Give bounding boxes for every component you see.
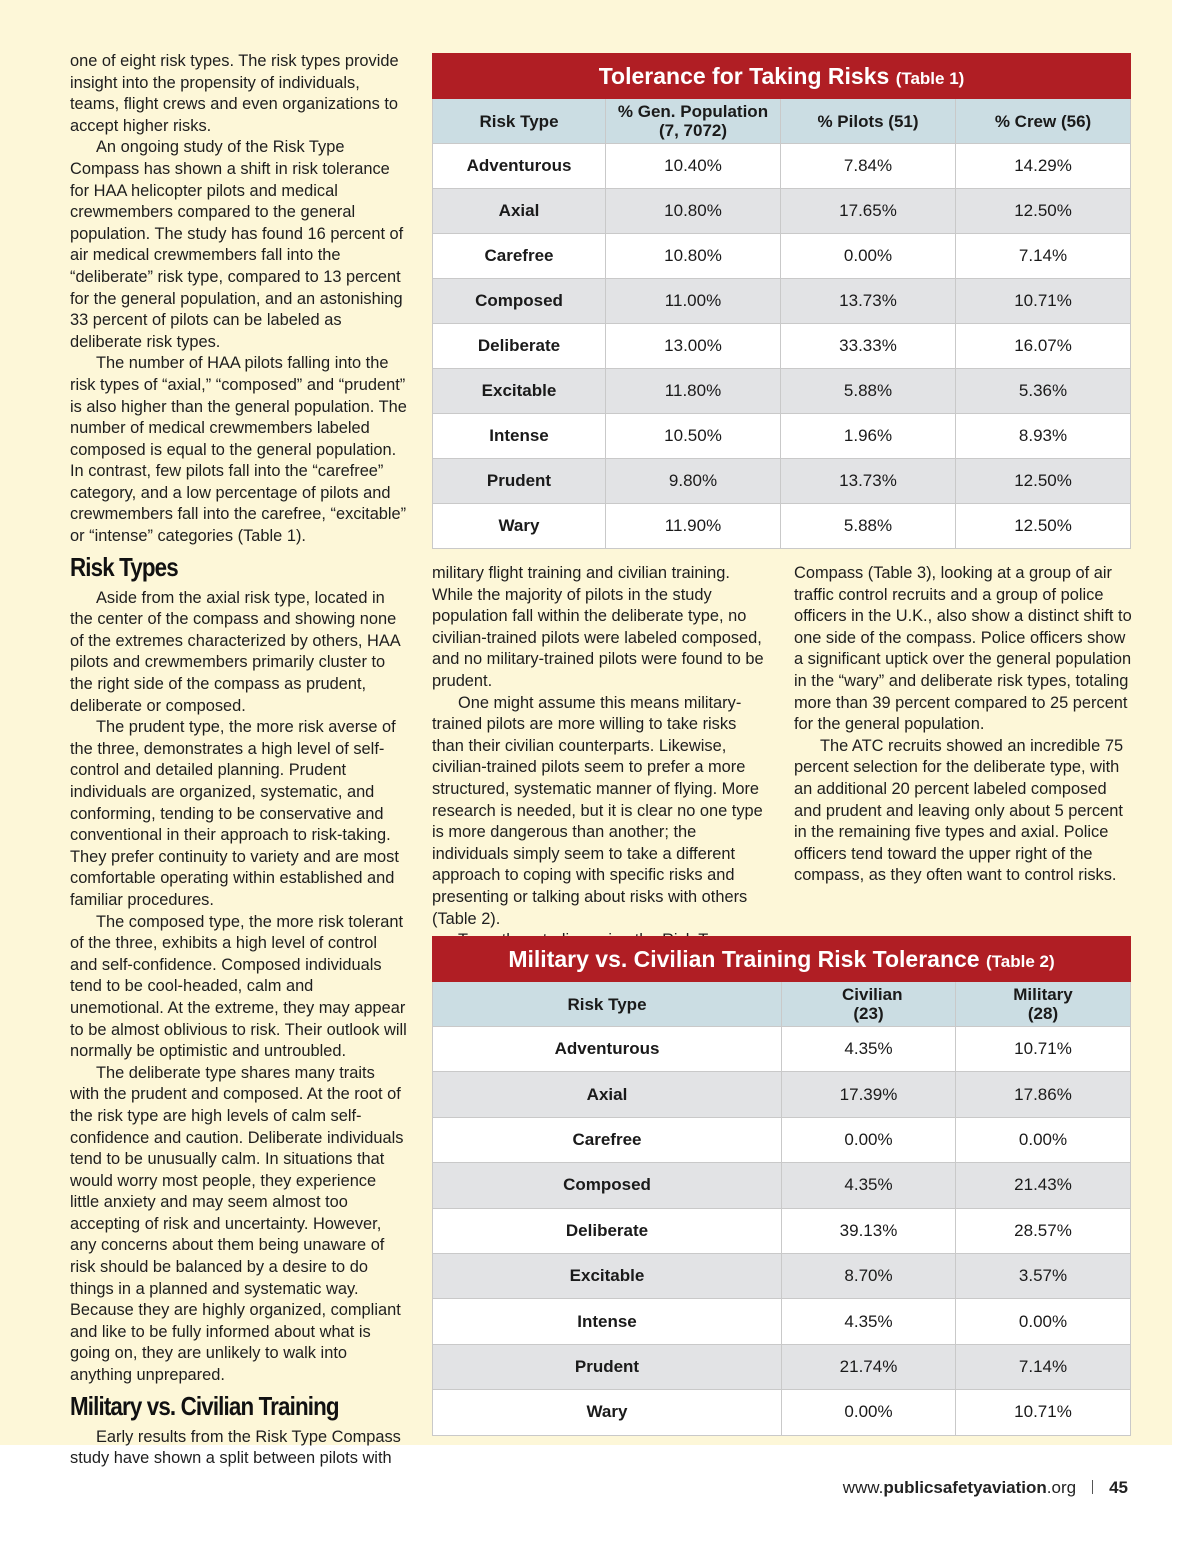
table-cell: 8.70% (782, 1253, 956, 1298)
table-cell: 10.80% (606, 234, 781, 279)
page-footer (843, 1478, 1128, 1498)
risk-tolerance-table (432, 53, 1131, 549)
paragraph: Early results from the Risk Type Compass study have shown a split between pilots with (70, 1427, 401, 1468)
table-cell: 4.35% (782, 1299, 956, 1344)
table-cell: 12.50% (956, 459, 1131, 504)
risk-type-cell: Wary (433, 504, 606, 549)
table-cell: 4.35% (782, 1027, 956, 1072)
table-title-text: Military vs. Civilian Training Risk Tolerance (508, 945, 980, 972)
table-cell: 5.36% (956, 369, 1131, 414)
table-row (433, 144, 1131, 189)
table-cell: 13.73% (781, 279, 956, 324)
risk-type-cell: Intense (433, 1299, 782, 1344)
column-header: % Pilots (51) (781, 99, 956, 144)
table-title (433, 54, 1131, 99)
table-cell: 13.73% (781, 459, 956, 504)
table-cell: 7.14% (956, 234, 1131, 279)
table-row (433, 1390, 1131, 1435)
table-row (433, 1117, 1131, 1162)
section-heading-military: Military vs. Civilian Training (70, 1390, 339, 1421)
paragraph: The prudent type, the more risk averse of the three, demonstrates a high level of self-control and detailed planning. Prudent individuals are organized, systematic, and conforming, tending to be conservative and conventional in their approach to risk-taking. They prefer continuity to variety and are most comfortable operating within established and familiar procedures. (70, 718, 399, 909)
column-header: Military (28) (956, 982, 1131, 1027)
table-cell: 0.00% (782, 1117, 956, 1162)
paragraph: Aside from the axial risk type, located in the center of the compass and showing none of the extremes characterized by others, HAA pilots and crewmembers primarily cluster to the right side of the compass as prudent, deliberate or composed. (70, 588, 400, 715)
table-cell: 21.43% (956, 1163, 1131, 1208)
risk-type-cell: Deliberate (433, 1208, 782, 1253)
paragraph: The composed type, the more risk tolerant of the three, exhibits a high level of control and self-confidence. Composed individuals tend to be cool-headed, calm and unemotional. At the extreme, they may appear to be almost oblivious to risk. Their outlook will normally be optimistic and untroubled. (70, 912, 407, 1061)
table-cell: 14.29% (956, 144, 1131, 189)
table-cell: 0.00% (781, 234, 956, 279)
table-row (433, 1208, 1131, 1253)
url-prefix: www. (842, 1478, 884, 1497)
table-row (433, 189, 1131, 234)
column-header: Risk Type (433, 99, 606, 144)
table-cell: 10.80% (606, 189, 781, 234)
url-domain: publicsafetyaviation (883, 1478, 1047, 1497)
section-heading-risk-types: Risk Types (70, 551, 178, 582)
table-cell: 21.74% (782, 1344, 956, 1389)
table-row (433, 504, 1131, 549)
risk-type-cell: Excitable (433, 369, 606, 414)
middle-column (432, 563, 770, 952)
table-title (433, 937, 1131, 982)
table-row (433, 1072, 1131, 1117)
risk-type-cell: Adventurous (433, 1027, 782, 1072)
table-row (433, 1027, 1131, 1072)
table-cell: 9.80% (606, 459, 781, 504)
table-cell: 17.39% (782, 1072, 956, 1117)
table-row (433, 324, 1131, 369)
paragraph: military flight training and civilian training. While the majority of pilots in the study population fall within the deliberate type, no civilian-trained pilots were labeled composed, and no military-trained pilots were found to be prudent. (432, 564, 764, 690)
table-label: (Table 1) (895, 68, 965, 88)
table-cell: 4.35% (782, 1163, 956, 1208)
table-cell: 10.50% (606, 414, 781, 459)
table-row (433, 1344, 1131, 1389)
table-cell: 0.00% (956, 1299, 1131, 1344)
table-row (433, 414, 1131, 459)
website-link[interactable] (843, 1478, 1076, 1497)
column-header: % Gen. Population (7, 7072) (606, 99, 781, 144)
table-cell: 33.33% (781, 324, 956, 369)
table-cell: 5.88% (781, 504, 956, 549)
column-header: Civilian (23) (782, 982, 956, 1027)
risk-type-cell: Carefree (433, 1117, 782, 1162)
table-row (433, 279, 1131, 324)
table-cell: 10.71% (956, 1027, 1131, 1072)
risk-type-cell: Axial (433, 1072, 782, 1117)
table-cell: 17.86% (956, 1072, 1131, 1117)
table-cell: 10.71% (956, 279, 1131, 324)
table-cell: 10.40% (606, 144, 781, 189)
table-cell: 39.13% (782, 1208, 956, 1253)
table-cell: 1.96% (781, 414, 956, 459)
table-row (433, 459, 1131, 504)
paragraph: Compass (Table 3), looking at a group of air traffic control recruits and a group of police officers in the U.K., also show a distinct shift to one side of the compass. Police officers show a significant uptick over the general population in the “wary” and deliberate risk types, totaling more than 39 percent compared to 25 percent for the general population. (794, 564, 1132, 734)
risk-type-cell: Intense (433, 414, 606, 459)
table-row (433, 369, 1131, 414)
risk-type-cell: Prudent (433, 459, 606, 504)
risk-type-cell: Axial (433, 189, 606, 234)
training-risk-table (432, 936, 1131, 1436)
left-column (70, 51, 408, 1470)
table-cell: 17.65% (781, 189, 956, 234)
risk-type-cell: Carefree (433, 234, 606, 279)
column-header: Risk Type (433, 982, 782, 1027)
table-cell: 3.57% (956, 1253, 1131, 1298)
column-header: % Crew (56) (956, 99, 1131, 144)
table-cell: 16.07% (956, 324, 1131, 369)
right-column (794, 563, 1132, 887)
risk-type-cell: Adventurous (433, 144, 606, 189)
divider (1092, 1480, 1093, 1494)
paragraph: One might assume this means military-trained pilots are more willing to take risks than their civilian counterparts. Likewise, civilian-trained pilots seem to prefer a more structured, systematic manner of flying. More research is needed, but it is clear no one type is more dangerous than another; the individuals simply seem to take a different approach to coping with specific risks and presenting or talking about risks with others (Table 2). (432, 693, 763, 928)
risk-type-cell: Composed (433, 279, 606, 324)
table-cell: 7.84% (781, 144, 956, 189)
table-cell: 7.14% (956, 1344, 1131, 1389)
page-number: 45 (1109, 1478, 1128, 1497)
paragraph: An ongoing study of the Risk Type Compass has shown a shift in risk tolerance for HAA helicopter pilots and medical crewmembers compared to the general population. The study has found 16 percent of air medical crewmembers fall into the “deliberate” risk type, compared to 13 percent for the general population, and an astonishing 33 percent of pilots can be labeled as deliberate risk types. (70, 138, 404, 351)
table-row (433, 1253, 1131, 1298)
table-cell: 11.80% (606, 369, 781, 414)
paragraph: The ATC recruits showed an incredible 75 percent selection for the deliberate type, with an additional 20 percent labeled composed and prudent and leaving only about 5 percent in the remaining five types and axial. Police officers tend toward the upper right of the compass, as they often want to control risks. (794, 736, 1124, 885)
table-row (433, 1299, 1131, 1344)
risk-type-cell: Wary (433, 1390, 782, 1435)
paragraph: one of eight risk types. The risk types provide insight into the propensity of individuals, teams, flight crews and even organizations to accept higher risks. (70, 52, 399, 135)
table-cell: 12.50% (956, 189, 1131, 234)
table-cell: 0.00% (956, 1117, 1131, 1162)
table-cell: 13.00% (606, 324, 781, 369)
table-cell: 12.50% (956, 504, 1131, 549)
table-title-text: Tolerance for Taking Risks (598, 62, 890, 89)
table-row (433, 234, 1131, 279)
table-row (433, 1163, 1131, 1208)
table-label: (Table 2) (985, 951, 1055, 971)
paragraph: The number of HAA pilots falling into the risk types of “axial,” “composed” and “prudent” is also higher than the general population. The number of medical crewmembers labeled composed is equal to the general population. In contrast, few pilots fall into the “carefree” category, and a low percentage of pilots and crewmembers fall into the carefree, “excitable” or “intense” categories (Table 1). (70, 354, 407, 546)
table-cell: 10.71% (956, 1390, 1131, 1435)
table-cell: 11.00% (606, 279, 781, 324)
url-suffix: .org (1046, 1478, 1077, 1497)
risk-type-cell: Deliberate (433, 324, 606, 369)
table-cell: 8.93% (956, 414, 1131, 459)
paragraph: The deliberate type shares many traits with the prudent and composed. At the root of the risk type are high levels of calm self-confidence and caution. Deliberate individuals tend to be unusually calm. In situations that would worry most people, they experience little anxiety and may seem almost too accepting of risk and uncertainty. However, any concerns about them being unaware of risk should be balanced by a desire to do things in a planned and systematic way. Because they are highly organized, compliant and like to be fully informed about what is going on, they are unlikely to walk into anything unprepared. (70, 1063, 404, 1385)
risk-type-cell: Excitable (433, 1253, 782, 1298)
table-cell: 11.90% (606, 504, 781, 549)
table-cell: 5.88% (781, 369, 956, 414)
table-cell: 0.00% (782, 1390, 956, 1435)
table-cell: 28.57% (956, 1208, 1131, 1253)
risk-type-cell: Prudent (433, 1344, 782, 1389)
risk-type-cell: Composed (433, 1163, 782, 1208)
